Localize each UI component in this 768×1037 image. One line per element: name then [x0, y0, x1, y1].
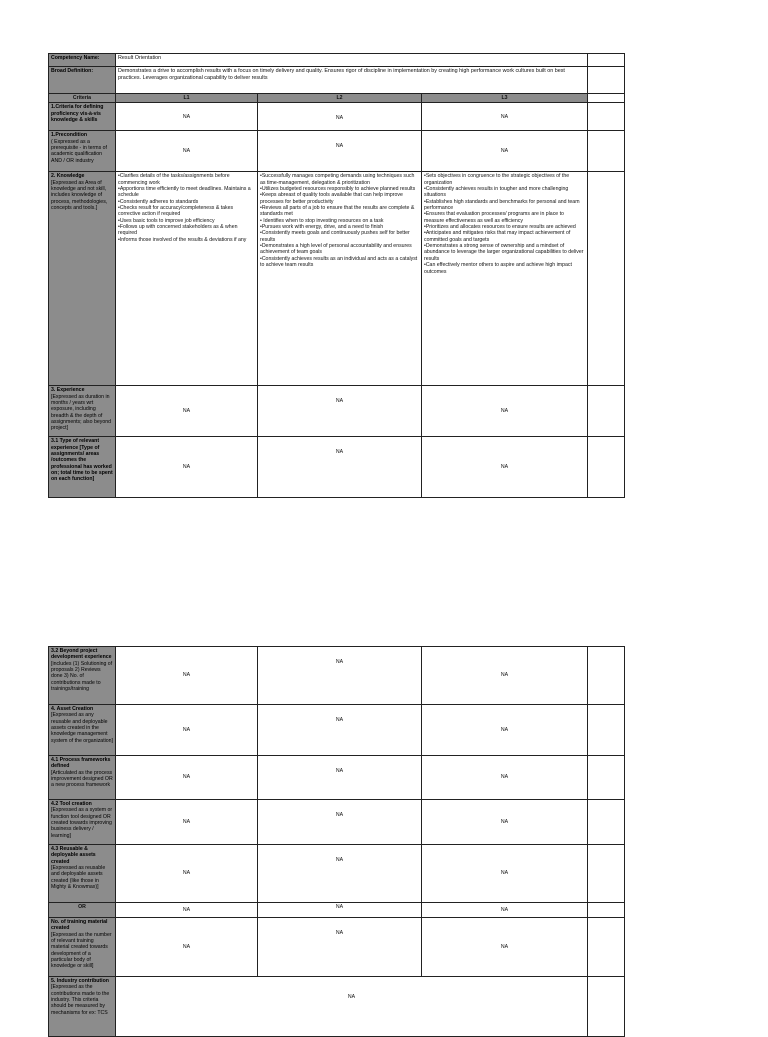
bullet-item: •Ensures that evaluation processes/ programs are in place to measure effectiveness as well as efficiency [424, 211, 564, 224]
bullet-item: •Establishes high standards and benchmarks for personal and team performance [424, 198, 580, 212]
na-cell: NA [116, 903, 258, 918]
bullet-item: •Apportions time efficiently to meet deadlines. Maintains a schedule [118, 186, 251, 199]
na-cell: NA [258, 845, 422, 903]
blank-cell [588, 800, 625, 845]
na-cell: NA [422, 103, 588, 131]
bullet-item: •Demonstrates a high level of personal accountability and ensures achievement of team goals [260, 243, 412, 256]
bullet-item: •Uses basic tools to improve job efficiency [118, 217, 215, 224]
competency-name-row [49, 54, 625, 67]
criteria-label: 3. Experience [Expressed as duration in months / years wrt exposure, including breadth & the depth of assignments; also beyond project] [49, 386, 116, 437]
na-cell: NA [116, 918, 258, 977]
na-cell: NA [116, 131, 258, 172]
blank-cell [588, 903, 625, 918]
criteria-label: 3.1 Type of relevant experience [Type of assignments/ areas /outcomes the professional has worked on; total time to be spent on each function] [49, 437, 116, 498]
criteria-label: 2. Knowledge [Expressed as Area of knowledge and not skill, includes knowledge of process, methodologies, concepts and tools.] [49, 172, 116, 386]
criteria-label: 4.2 Tool creation [Expressed as a system or function tool designed OR created towards improving business delivery / learning] [49, 800, 116, 845]
tool-creation-row [49, 800, 625, 845]
asset-creation-row [49, 705, 625, 756]
broad-definition-label: Broad Definition: [49, 67, 116, 94]
na-cell: NA [116, 977, 588, 1037]
criteria-label: 4. Asset Creation [Expressed as any reusable and deployable assets created in the knowledge management system of the organization] [49, 705, 116, 756]
na-cell: NA [116, 845, 258, 903]
knowledge-l3-cell [422, 172, 588, 386]
bullet-item: •Consistently achieves results in tougher and more challenging situations [424, 186, 569, 199]
bullet-item: •Can effectively mentor others to aspire and achieve high impact outcomes [424, 262, 572, 275]
broad-definition-value: Demonstrates a drive to accomplish results with a focus on timely delivery and quality. Ensures rigor of discipline in implementation by creating high performance work cultures built on best practices. Leverages organizational capability to deliver results [116, 67, 588, 94]
criteria-label: 4.3 Reusable & deployable assets created [Expressed as reusable and deployable assets created (like those in Mighty & Knowmax)] [49, 845, 116, 903]
industry-contribution-row [49, 977, 625, 1037]
knowledge-l1-cell [116, 172, 258, 386]
experience-row [49, 386, 625, 437]
bullet-item: • Identifies when to stop investing resources on a task [260, 217, 384, 224]
na-cell: NA [116, 437, 258, 498]
l3-header: L3 [422, 94, 588, 103]
na-cell: NA [258, 903, 422, 918]
knowledge-l2-cell [258, 172, 422, 386]
na-cell: NA [116, 103, 258, 131]
or-label: OR [49, 903, 116, 918]
na-cell: NA [422, 918, 588, 977]
bullet-item: •Consistently meets goals and continuously pushes self for better results [260, 230, 410, 243]
training-material-row [49, 918, 625, 977]
reusable-assets-row [49, 845, 625, 903]
blank-cell [588, 437, 625, 498]
na-cell: NA [258, 756, 422, 800]
bullet-item: •Pursues work with energy, drive, and a need to finish [260, 224, 384, 231]
na-cell: NA [116, 800, 258, 845]
competency-table-page-1 [48, 53, 625, 498]
criteria-label: No. of training material created [Expressed as the number of relevant training material created towards development of a particular body of knowledge or skill] [49, 918, 116, 977]
l1-header: L1 [116, 94, 258, 103]
or-row [49, 903, 625, 918]
na-cell: NA [258, 705, 422, 756]
bullet-item: •Informs those involved of the results & deviations if any [118, 236, 247, 243]
blank-cell [588, 647, 625, 705]
relevant-experience-row [49, 437, 625, 498]
na-cell: NA [258, 437, 422, 498]
competency-name-label: Competency Name: [49, 54, 116, 67]
knowledge-row [49, 172, 625, 386]
bullet-item: •Demonstrates a strong sense of ownership and a mindset of abundance to leverage the larger organizational capabilities to deliver results [424, 243, 584, 262]
criteria-row [49, 103, 625, 131]
blank-cell [588, 103, 625, 131]
criteria-label: 1.Criteria for defining proficiency vis-à-vis knowledge & skills [49, 103, 116, 131]
criteria-header: Criteria [49, 94, 116, 103]
na-cell: NA [258, 918, 422, 977]
competency-table-page-2 [48, 646, 625, 1037]
blank-cell [588, 756, 625, 800]
bullet-item: •Keeps abreast of quality tools available that can help improve processes for better productivity [260, 192, 403, 205]
blank-cell [588, 918, 625, 977]
bullet-item: •Consistently adheres to standards [118, 198, 199, 205]
bullet-item: •Checks result for accuracy/completeness & takes corrective action if required [118, 205, 234, 218]
na-cell: NA [258, 386, 422, 437]
bullet-item: •Prioritizes and allocates resources to ensure results are achieved [424, 224, 576, 231]
na-cell: NA [116, 705, 258, 756]
competency-name-value: Result Orientation [116, 54, 588, 67]
blank-cell [588, 94, 625, 103]
na-cell: NA [422, 386, 588, 437]
na-cell: NA [258, 800, 422, 845]
bullet-item: •Successfully manages competing demands using techniques such as time-management, delegation & prioritization [260, 173, 415, 186]
process-frameworks-row [49, 756, 625, 800]
bullet-item: •Reviews all parts of a job to ensure that the results are complete & standards met [260, 205, 415, 218]
blank-cell [588, 172, 625, 386]
na-cell: NA [116, 386, 258, 437]
bullet-item: •Anticipates and mitigates risks that may impact achievement of committed goals and targets [424, 230, 571, 243]
na-cell: NA [258, 647, 422, 705]
na-cell: NA [258, 103, 422, 131]
blank-cell [588, 131, 625, 172]
blank-cell [588, 845, 625, 903]
broad-definition-row [49, 67, 625, 94]
na-cell: NA [422, 800, 588, 845]
na-cell: NA [422, 131, 588, 172]
na-cell: NA [258, 131, 422, 172]
criteria-label: 4.1 Process frameworks defined [Articulated as the process improvement designed OR a new process framework [49, 756, 116, 800]
precondition-row [49, 131, 625, 172]
blank-cell [588, 386, 625, 437]
beyond-project-row [49, 647, 625, 705]
na-cell: NA [422, 756, 588, 800]
na-cell: NA [422, 437, 588, 498]
na-cell: NA [422, 903, 588, 918]
criteria-label: 1.Precondition ( Expressed as a prerequisite - in terms of academic qualification AND / OR industry [49, 131, 116, 172]
bullet-item: •Utilizes budgeted resources responsibly to achieve planned results [260, 186, 416, 193]
l2-header: L2 [258, 94, 422, 103]
blank-cell [588, 705, 625, 756]
criteria-label: 3.2 Beyond project development experience [includes (1) Solutioning of proposals 2) Reviews done 3) No. of contributions made to trainings/training [49, 647, 116, 705]
bullet-item: •Consistently achieves results as an individual and acts as a catalyst to achieve team results [260, 255, 418, 269]
na-cell: NA [422, 705, 588, 756]
criteria-label: 5. Industry contribution [Expressed as the contributions made to the industry. This criteria should be measured by mechanisms for ex: TCS [49, 977, 116, 1037]
na-cell: NA [422, 845, 588, 903]
bullet-item: •Sets objectives in congruence to the strategic objectives of the organization [424, 173, 570, 186]
blank-cell [588, 977, 625, 1037]
na-cell: NA [116, 756, 258, 800]
na-cell: NA [422, 647, 588, 705]
bullet-item: •Follows up with concerned stakeholders as & when required [118, 224, 238, 237]
blank-cell [588, 54, 625, 67]
na-cell: NA [116, 647, 258, 705]
column-header-row [49, 94, 625, 103]
bullet-item: •Clarifies details of the tasks/assignments before commencing work [118, 173, 230, 186]
blank-cell [588, 67, 625, 94]
